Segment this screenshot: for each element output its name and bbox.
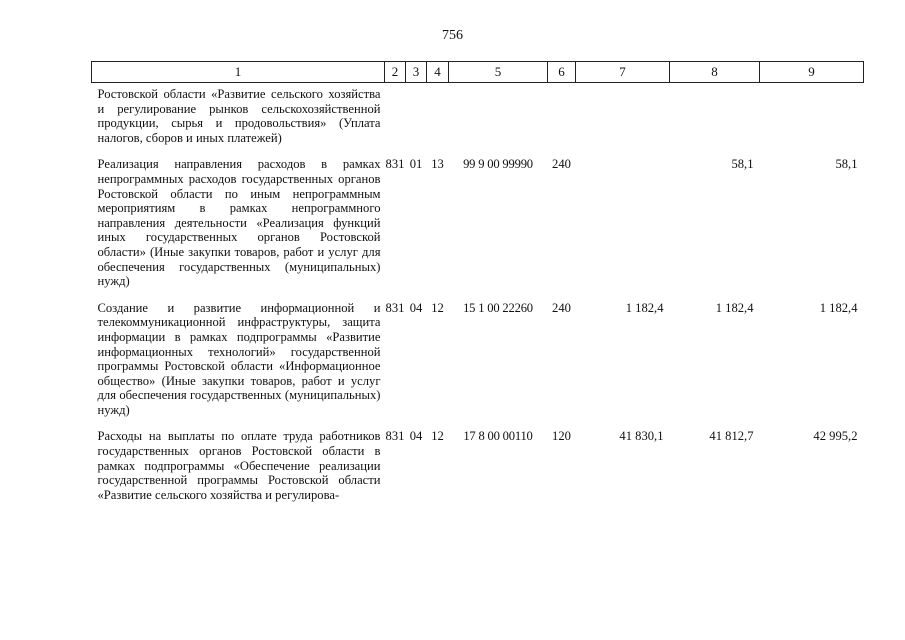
- column-header: 4: [427, 62, 449, 83]
- cell-amount-col7: 41 830,1: [619, 429, 664, 444]
- cell-amount-col7: [576, 83, 670, 154]
- column-header: 7: [576, 62, 670, 83]
- cell-subsection: 13: [431, 157, 444, 172]
- page-number: 756: [442, 28, 463, 43]
- cell-section: 04: [409, 429, 423, 444]
- cell-expense-type: [548, 83, 576, 154]
- cell-subsection: [427, 83, 449, 154]
- cell-amount-col9: 1 182,4: [819, 300, 858, 315]
- column-header: 2: [385, 62, 406, 83]
- cell-ministry-code: 831: [385, 157, 405, 172]
- column-header: 9: [760, 62, 864, 83]
- cell-amount-col8: 41 812,7: [709, 429, 754, 444]
- cell-subsection: 12: [431, 300, 444, 315]
- cell-ministry-code: 831: [385, 429, 405, 444]
- cell-target-article: 99 9 00 99990: [463, 157, 533, 172]
- cell-target-article: 15 1 00 22260: [463, 300, 533, 315]
- column-header: 5: [449, 62, 548, 83]
- cell-ministry-code: 831: [385, 300, 405, 315]
- row-description: Создание и развитие информационной и телекоммуникационной инфраструктуры, защита информации в рамках подпрограммы «Развитие информационных технологий» государственной программы Ростовской области «Информационное общество» (Иные закупки товаров, работ и услуг для обеспечения государственных (муниципальных) нужд): [97, 300, 381, 417]
- cell-amount-col8: [670, 83, 760, 154]
- table-row: [92, 297, 864, 426]
- cell-section: 01: [409, 157, 423, 172]
- column-header: 3: [406, 62, 427, 83]
- cell-ministry-code: [385, 83, 406, 154]
- cell-expense-type: 120: [552, 429, 571, 444]
- cell-target-article: 17 8 00 00110: [463, 429, 533, 444]
- cell-section: 04: [409, 300, 423, 315]
- column-header: 6: [548, 62, 576, 83]
- row-description: Ростовской области «Развитие сельского хозяйства и регулирование рынков сельскохозяйственной продукции, сырья и продовольствия» (Уплата налогов, сборов и иных платежей): [97, 87, 381, 145]
- cell-amount-col9: 58,1: [835, 157, 858, 172]
- row-description: Реализация направления расходов в рамках непрограммных расходов государственных органов Ростовской области по иным непрограммным мероприятиям в рамках непрограммного направления деятельности «Реализация функций иных государственных органов Ростовской области» (Иные закупки товаров, работ и услуг для обеспечения государственных (муниципальных) нужд): [97, 157, 381, 289]
- cell-amount-col8: 1 182,4: [715, 300, 754, 315]
- cell-expense-type: 240: [552, 300, 571, 315]
- cell-amount-col8: 58,1: [731, 157, 754, 172]
- cell-amount-col9: 42 995,2: [813, 429, 858, 444]
- cell-amount-col9: [760, 83, 864, 154]
- table-row: [92, 425, 864, 510]
- cell-amount-col7: [576, 153, 670, 296]
- row-description: Расходы на выплаты по оплате труда работников государственных органов Ростовской области в рамках подпрограммы «Обеспечение реализации государственной программы Ростовской области «Развитие сельского хозяйства и регулирова-: [97, 429, 381, 502]
- cell-expense-type: 240: [552, 157, 571, 172]
- cell-target-article: [449, 83, 548, 154]
- cell-subsection: 12: [431, 429, 444, 444]
- cell-amount-col7: 1 182,4: [625, 300, 664, 315]
- column-header: 8: [670, 62, 760, 83]
- column-header: 1: [92, 62, 385, 83]
- cell-section: [406, 83, 427, 154]
- table-header-row: [92, 62, 864, 83]
- table-row: [92, 83, 864, 154]
- budget-table: [91, 61, 864, 510]
- table-row: [92, 153, 864, 296]
